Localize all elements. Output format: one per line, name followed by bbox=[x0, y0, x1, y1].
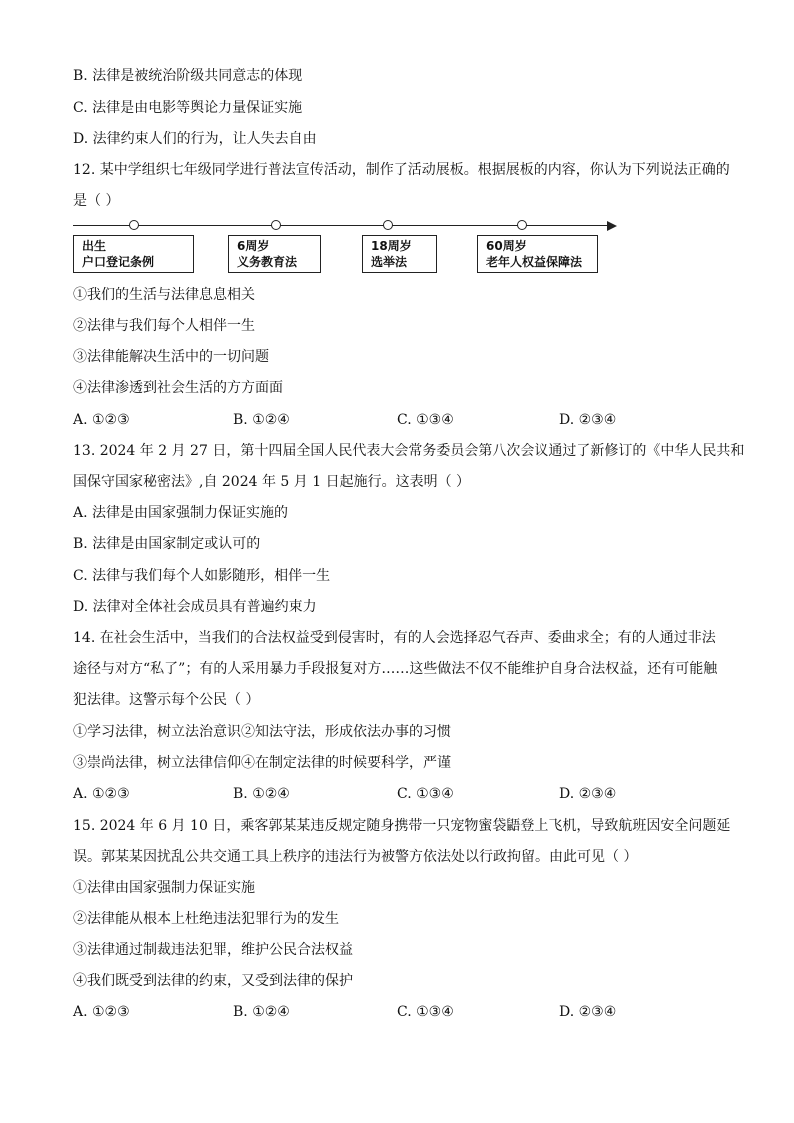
timeline-box-title: 6周岁 bbox=[237, 239, 270, 253]
timeline-box-law: 老年人权益保障法 bbox=[486, 255, 583, 269]
q15-statement-2: ②法律能从根本上杜绝违法犯罪行为的发生 bbox=[73, 911, 339, 927]
timeline-box-birth bbox=[73, 235, 194, 273]
q12-statement-3: ③法律能解决生活中的一切问题 bbox=[73, 349, 269, 365]
q12-stem-line2: 是（ ） bbox=[73, 193, 120, 209]
q11-option-c: C. 法律是由电影等舆论力量保证实施 bbox=[73, 100, 303, 116]
timeline-box-title: 18周岁 bbox=[371, 239, 412, 253]
timeline-box-title: 60周岁 bbox=[486, 239, 527, 253]
q14-stem-line1: 14. 在社会生活中，当我们的合法权益受到侵害时，有的人会选择忍气吞声、委曲求全；有的人通过非法 bbox=[73, 630, 716, 646]
q11-option-d: D. 法律约束人们的行为，让人失去自由 bbox=[73, 131, 317, 147]
q14-choice-b[interactable]: B. ①②④ bbox=[233, 786, 290, 802]
timeline-box-law: 义务教育法 bbox=[237, 255, 298, 269]
q11-option-b: B. 法律是被统治阶级共同意志的体现 bbox=[73, 68, 303, 84]
q14-stem-line2: 途径与对方“私了”；有的人采用暴力手段报复对方……这些做法不仅不能维护自身合法权益，还有可能触 bbox=[73, 661, 718, 677]
q15-choice-c[interactable]: C. ①③④ bbox=[397, 1004, 454, 1020]
q12-timeline-board bbox=[73, 214, 633, 278]
q15-stem-line2: 误。郭某某因扰乱公共交通工具上秩序的违法行为被警方依法处以行政拘留。由此可见（ ） bbox=[73, 849, 638, 865]
q12-statement-4: ④法律渗透到社会生活的方方面面 bbox=[73, 380, 283, 396]
q12-choice-c[interactable]: C. ①③④ bbox=[397, 412, 454, 428]
q12-choice-d[interactable]: D. ②③④ bbox=[559, 412, 617, 428]
timeline-box-age-60 bbox=[477, 235, 598, 273]
q14-choices bbox=[73, 784, 733, 804]
q15-statement-4: ④我们既受到法律的约束，又受到法律的保护 bbox=[73, 973, 353, 989]
q15-choice-a[interactable]: A. ①②③ bbox=[73, 1004, 130, 1020]
q13-option-b[interactable]: B. 法律是由国家制定或认可的 bbox=[73, 536, 261, 552]
q12-stem-line1: 12. 某中学组织七年级同学进行普法宣传活动，制作了活动展板。根据展板的内容，你认为下列说法正确的 bbox=[73, 162, 730, 178]
q12-statement-1: ①我们的生活与法律息息相关 bbox=[73, 287, 255, 303]
timeline-box-law: 选举法 bbox=[371, 255, 408, 269]
timeline-dot bbox=[383, 220, 393, 230]
q14-statements-line2: ③崇尚法律，树立法律信仰④在制定法律的时候要科学，严谨 bbox=[73, 755, 451, 771]
q14-choice-a[interactable]: A. ①②③ bbox=[73, 786, 130, 802]
q12-choice-a[interactable]: A. ①②③ bbox=[73, 412, 130, 428]
q12-choices bbox=[73, 410, 733, 430]
timeline-dot bbox=[129, 220, 139, 230]
q12-choice-b[interactable]: B. ①②④ bbox=[233, 412, 290, 428]
q14-choice-c[interactable]: C. ①③④ bbox=[397, 786, 454, 802]
timeline-axis bbox=[73, 225, 609, 226]
q15-choice-b[interactable]: B. ①②④ bbox=[233, 1004, 290, 1020]
q13-stem-line1: 13. 2024 年 2 月 27 日，第十四届全国人民代表大会常务委员会第八次会议通过了新修订的《中华人民共和 bbox=[73, 443, 745, 459]
timeline-box-law: 户口登记条例 bbox=[82, 255, 155, 269]
q15-statement-3: ③法律通过制裁违法犯罪，维护公民合法权益 bbox=[73, 942, 353, 958]
q13-option-a[interactable]: A. 法律是由国家强制力保证实施的 bbox=[73, 505, 289, 521]
q14-choice-d[interactable]: D. ②③④ bbox=[559, 786, 617, 802]
q13-option-c[interactable]: C. 法律与我们每个人如影随形，相伴一生 bbox=[73, 568, 331, 584]
q15-choices bbox=[73, 1002, 733, 1022]
q14-statements-line1: ①学习法律，树立法治意识②知法守法，形成依法办事的习惯 bbox=[73, 724, 451, 740]
timeline-box-age-18 bbox=[362, 235, 437, 273]
q12-statement-2: ②法律与我们每个人相伴一生 bbox=[73, 318, 255, 334]
q15-stem-line1: 15. 2024 年 6 月 10 日，乘客郭某某违反规定随身携带一只宠物蜜袋鼯登上飞机，导致航班因安全问题延 bbox=[73, 818, 731, 834]
q14-stem-line3: 犯法律。这警示每个公民（ ） bbox=[73, 692, 260, 708]
timeline-box-title: 出生 bbox=[82, 239, 107, 253]
q15-statement-1: ①法律由国家强制力保证实施 bbox=[73, 880, 255, 896]
q13-stem-line2: 国保守国家秘密法》,自 2024 年 5 月 1 日起施行。这表明（ ） bbox=[73, 474, 471, 490]
timeline-dot bbox=[271, 220, 281, 230]
timeline-arrow-icon bbox=[607, 221, 617, 231]
timeline-box-age-6 bbox=[228, 235, 321, 273]
q13-option-d[interactable]: D. 法律对全体社会成员具有普遍约束力 bbox=[73, 599, 317, 615]
q15-choice-d[interactable]: D. ②③④ bbox=[559, 1004, 617, 1020]
timeline-dot bbox=[517, 220, 527, 230]
